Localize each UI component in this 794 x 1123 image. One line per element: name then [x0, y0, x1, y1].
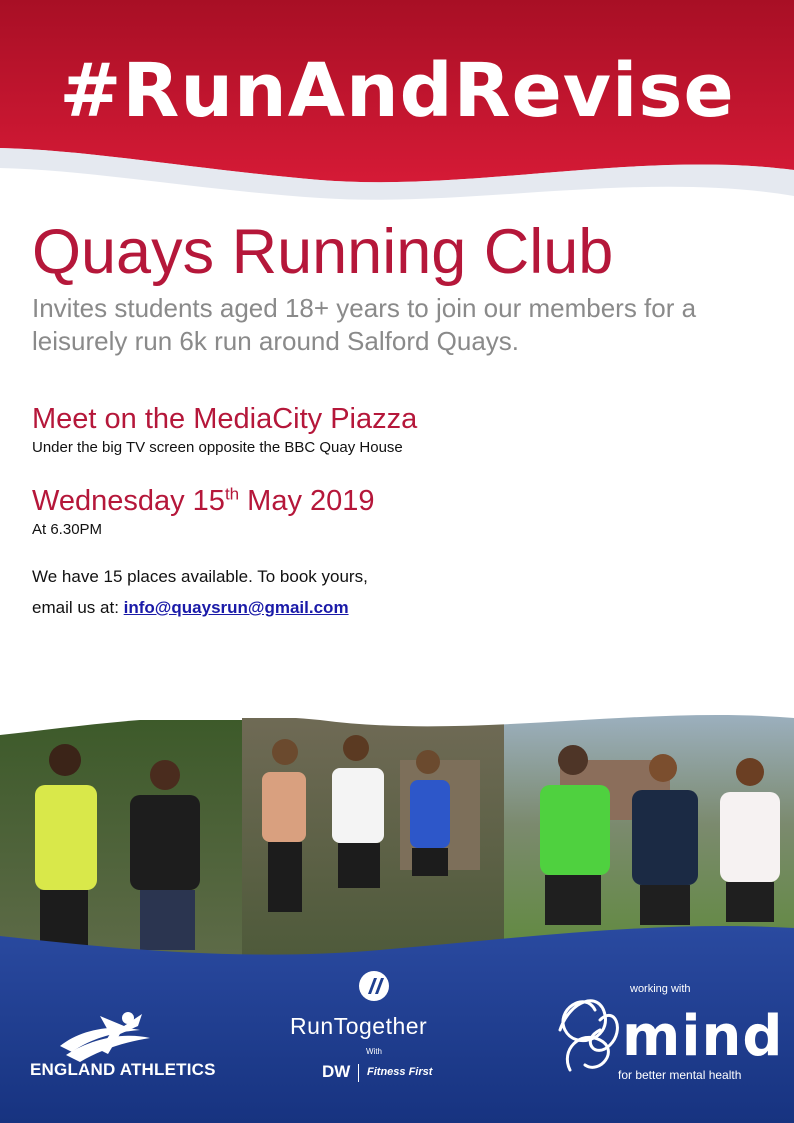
places-text: We have 15 places available. To book yours,	[32, 567, 368, 586]
club-title: Quays Running Club	[32, 217, 614, 287]
dw-logo-text: DW	[322, 1062, 351, 1081]
runtogether-text: RunTogether	[290, 1013, 428, 1039]
email-prefix: email us at:	[32, 598, 124, 617]
runtogether-with-text: With	[366, 1047, 382, 1056]
england-athletics-text: ENGLAND ATHLETICS	[30, 1060, 216, 1079]
email-line	[32, 598, 349, 618]
email-link[interactable]: info@quaysrun@gmail.com	[123, 598, 349, 617]
mind-logo-text: mind	[622, 1004, 784, 1069]
logo-separator	[358, 1064, 359, 1082]
intro-text: Invites students aged 18+ years to join our members for a leisurely run 6k run around Salford Quays.	[32, 293, 697, 356]
hashtag-title: #RunAndRevise	[59, 48, 735, 134]
mind-tagline: for better mental health	[618, 1068, 742, 1082]
date-heading	[32, 484, 375, 518]
runtogether-logo-icon	[359, 971, 389, 1001]
date-rest: May 2019	[239, 485, 375, 517]
date-day: Wednesday 15	[32, 485, 225, 517]
time-text: At 6.30PM	[32, 521, 103, 538]
meet-heading: Meet on the MediaCity Piazza	[32, 403, 418, 435]
date-suffix: th	[224, 484, 240, 504]
meet-subtext: Under the big TV screen opposite the BBC Quay House	[32, 439, 403, 456]
fitness-first-text: Fitness First	[367, 1066, 433, 1078]
working-with-text: working with	[630, 983, 691, 995]
